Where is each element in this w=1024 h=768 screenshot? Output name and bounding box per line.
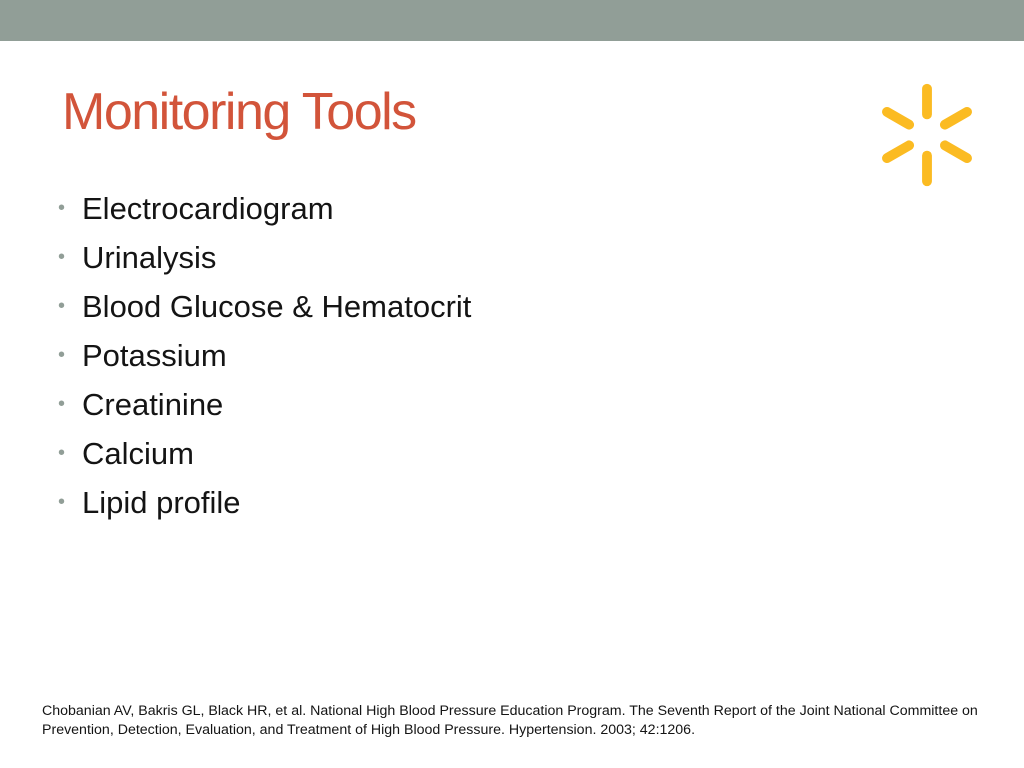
bullet-marker: • <box>58 393 66 415</box>
bullet-text: Urinalysis <box>82 239 217 275</box>
bullet-item <box>58 184 471 233</box>
bullet-marker: • <box>58 246 66 268</box>
bullet-marker: • <box>58 442 66 464</box>
bullet-item <box>58 478 471 527</box>
bullet-item <box>58 282 471 331</box>
bullet-text: Potassium <box>82 337 227 373</box>
bullet-marker: • <box>58 295 66 317</box>
bullet-text: Electrocardiogram <box>82 190 334 226</box>
spark-logo-icon <box>868 76 986 194</box>
bullet-marker: • <box>58 197 66 219</box>
bullet-text: Blood Glucose & Hematocrit <box>82 288 472 324</box>
bullet-text: Calcium <box>82 435 194 471</box>
bullet-marker: • <box>58 491 66 513</box>
bullet-item <box>58 233 471 282</box>
bullet-item <box>58 380 471 429</box>
slide-title: Monitoring Tools <box>62 83 416 141</box>
bullet-text: Lipid profile <box>82 484 241 520</box>
bullet-item <box>58 331 471 380</box>
bullet-text: Creatinine <box>82 386 224 422</box>
bullet-item <box>58 429 471 478</box>
citation-footnote: Chobanian AV, Bakris GL, Black HR, et al. National High Blood Pressure Education Program. The Seventh Report of the Joint National Committee on Prevention, Detection, Evaluation, and Treatment of High Blood Pressure. Hypertension. 2003; 42:1206. <box>42 703 978 738</box>
bullet-marker: • <box>58 344 66 366</box>
bullet-list <box>58 184 471 527</box>
top-accent-band <box>0 0 1024 41</box>
